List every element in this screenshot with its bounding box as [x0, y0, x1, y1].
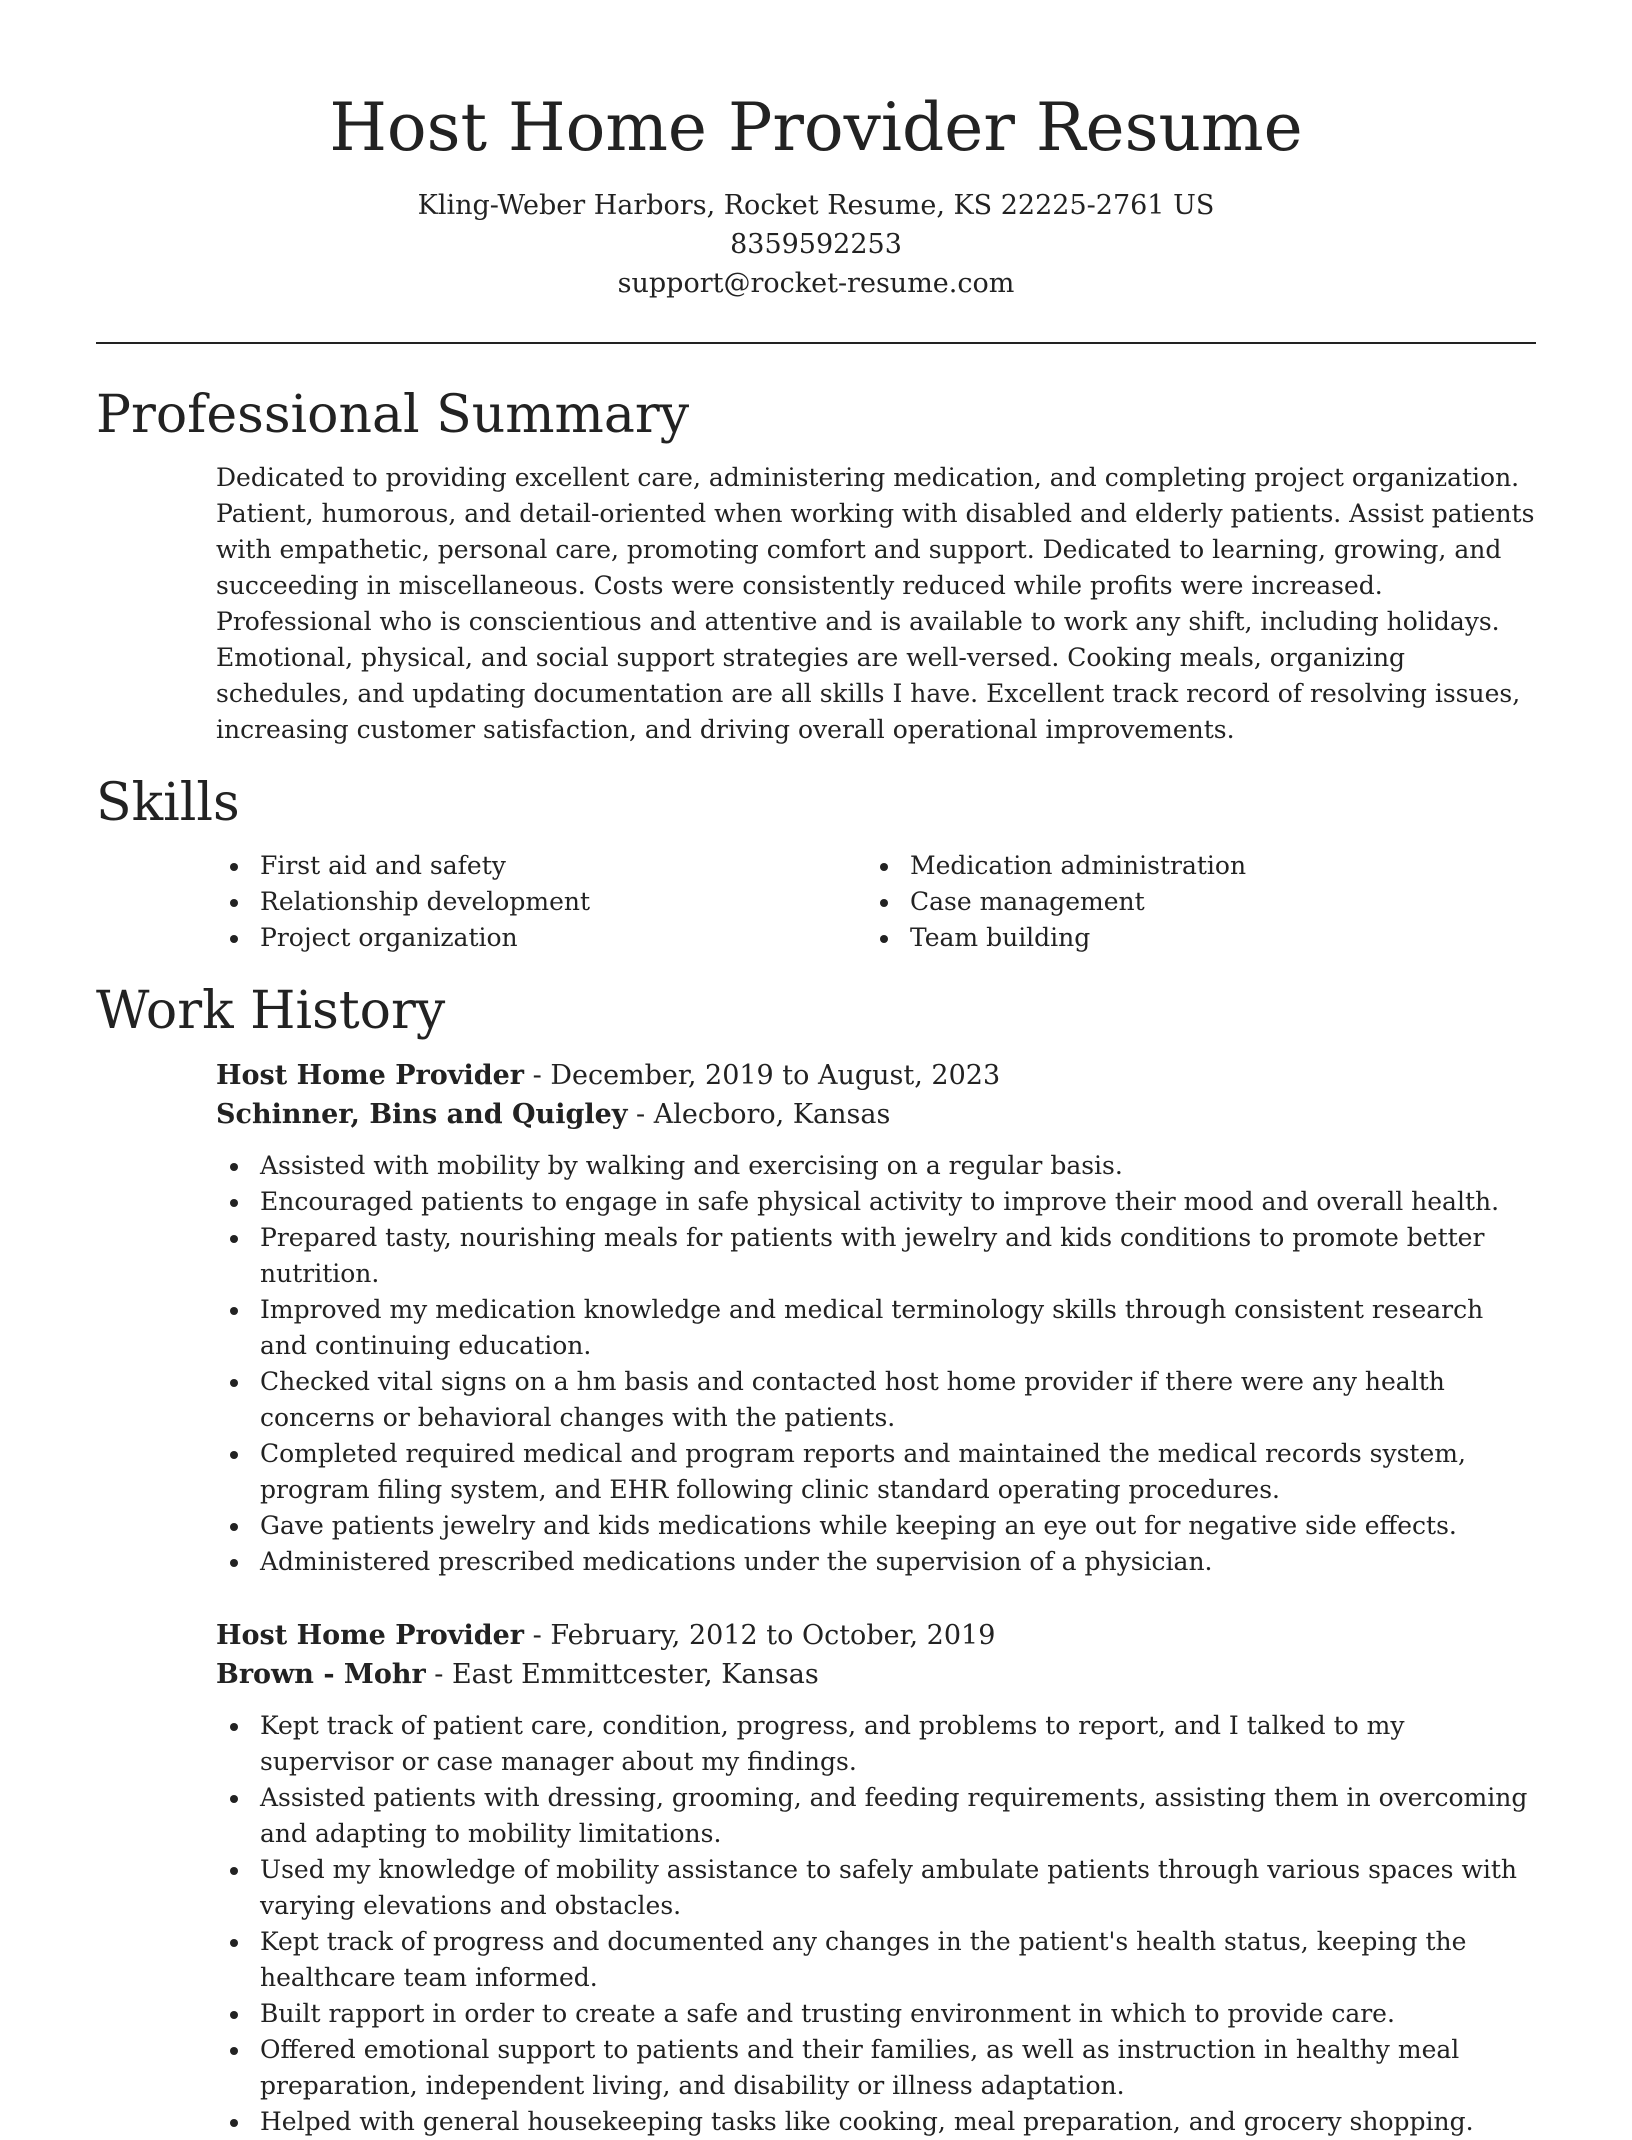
job-dates: - February, 2012 to October, 2019	[524, 1620, 996, 1651]
skill-item: Case management	[866, 884, 1516, 920]
header-divider	[96, 342, 1536, 344]
job-duty-item: Completed required medical and program reports and maintained the medical records system, program filing system, and EHR following clinic standard operating procedures.	[216, 1436, 1536, 1508]
job-title-line	[216, 1056, 1536, 1095]
resume-page	[96, 0, 1536, 2140]
skill-item: Team building	[866, 920, 1516, 956]
job-entry	[216, 1616, 1536, 2140]
job-title: Host Home Provider	[216, 1620, 525, 1651]
job-duty-item: Helped with general housekeeping tasks like cooking, meal preparation, and grocery shopping.	[216, 2104, 1536, 2140]
job-employer: Brown - Mohr	[216, 1659, 426, 1690]
skill-item: Project organization	[216, 920, 866, 956]
job-duty-item: Administered prescribed medications under the supervision of a physician.	[216, 1544, 1536, 1580]
summary-text: Dedicated to providing excellent care, administering medication, and completing project organization. Patient, humorous, and detail-oriented when working with disabled and elderly patients. Assist patients with empathetic, personal care, promoting comfort and support. Dedicated to learning, growing, and succeeding in miscellaneous. Costs were consistently reduced while profits were increased. Professional who is conscientious and attentive and is available to work any shift, including holidays. Emotional, physical, and social support strategies are well-versed. Cooking meals, organizing schedules, and updating documentation are all skills I have. Excellent track record of resolving issues, increasing customer satisfaction, and driving overall operational improvements.	[216, 463, 1535, 744]
job-duty-item: Prepared tasty, nourishing meals for patients with jewelry and kids conditions to promote better nutrition.	[216, 1220, 1536, 1292]
job-duty-item: Built rapport in order to create a safe and trusting environment in which to provide care.	[216, 1996, 1536, 2032]
job-location: - Alecboro, Kansas	[627, 1099, 891, 1130]
job-duty-item: Assisted patients with dressing, grooming, and feeding requirements, assisting them in overcoming and adapting to mobility limitations.	[216, 1780, 1536, 1852]
skills-section	[96, 768, 1536, 956]
job-duties-list	[216, 1708, 1536, 2140]
job-duty-item: Checked vital signs on a hm basis and contacted host home provider if there were any health concerns or behavioral changes with the patients.	[216, 1364, 1536, 1436]
skills-column-right	[866, 848, 1516, 956]
work-history-section	[96, 976, 1536, 2140]
job-duty-item: Gave patients jewelry and kids medications while keeping an eye out for negative side effects.	[216, 1508, 1536, 1544]
job-duty-item: Encouraged patients to engage in safe physical activity to improve their mood and overall health.	[216, 1184, 1536, 1220]
skill-item: Medication administration	[866, 848, 1516, 884]
job-employer-line	[216, 1655, 1536, 1694]
job-employer-line	[216, 1095, 1536, 1134]
job-duty-item: Kept track of progress and documented any changes in the patient's health status, keeping the healthcare team informed.	[216, 1924, 1536, 1996]
job-location: - East Emmittcester, Kansas	[425, 1659, 819, 1690]
resume-title: Host Home Provider Resume	[329, 89, 1303, 166]
job-duty-item: Used my knowledge of mobility assistance to safely ambulate patients through various spaces with varying elevations and obstacles.	[216, 1852, 1536, 1924]
job-duty-item: Kept track of patient care, condition, progress, and problems to report, and I talked to my supervisor or case manager about my findings.	[216, 1708, 1536, 1780]
skill-item: First aid and safety	[216, 848, 866, 884]
professional-summary-section	[96, 380, 1536, 748]
job-entry	[216, 1056, 1536, 1580]
job-duties-list	[216, 1148, 1536, 1580]
section-heading-summary: Professional Summary	[96, 385, 690, 445]
job-duty-item: Improved my medication knowledge and medical terminology skills through consistent research and continuing education.	[216, 1292, 1536, 1364]
job-title-line	[216, 1616, 1536, 1655]
contact-address: Kling-Weber Harbors, Rocket Resume, KS 22225-2761 US	[417, 190, 1215, 221]
skill-item: Relationship development	[216, 884, 866, 920]
job-duty-item: Assisted with mobility by walking and exercising on a regular basis.	[216, 1148, 1536, 1184]
job-duty-item: Offered emotional support to patients and their families, as well as instruction in healthy meal preparation, independent living, and disability or illness adaptation.	[216, 2032, 1536, 2104]
skills-list	[216, 848, 1536, 956]
contact-email: support@rocket-resume.com	[617, 268, 1015, 299]
section-heading-work-history: Work History	[96, 981, 446, 1041]
contact-phone: 8359592253	[730, 229, 902, 260]
contact-block	[96, 186, 1536, 303]
skills-column-left	[216, 848, 866, 956]
job-employer: Schinner, Bins and Quigley	[216, 1099, 628, 1130]
job-dates: - December, 2019 to August, 2023	[524, 1060, 1001, 1091]
job-title: Host Home Provider	[216, 1060, 525, 1091]
section-heading-skills: Skills	[96, 773, 240, 833]
